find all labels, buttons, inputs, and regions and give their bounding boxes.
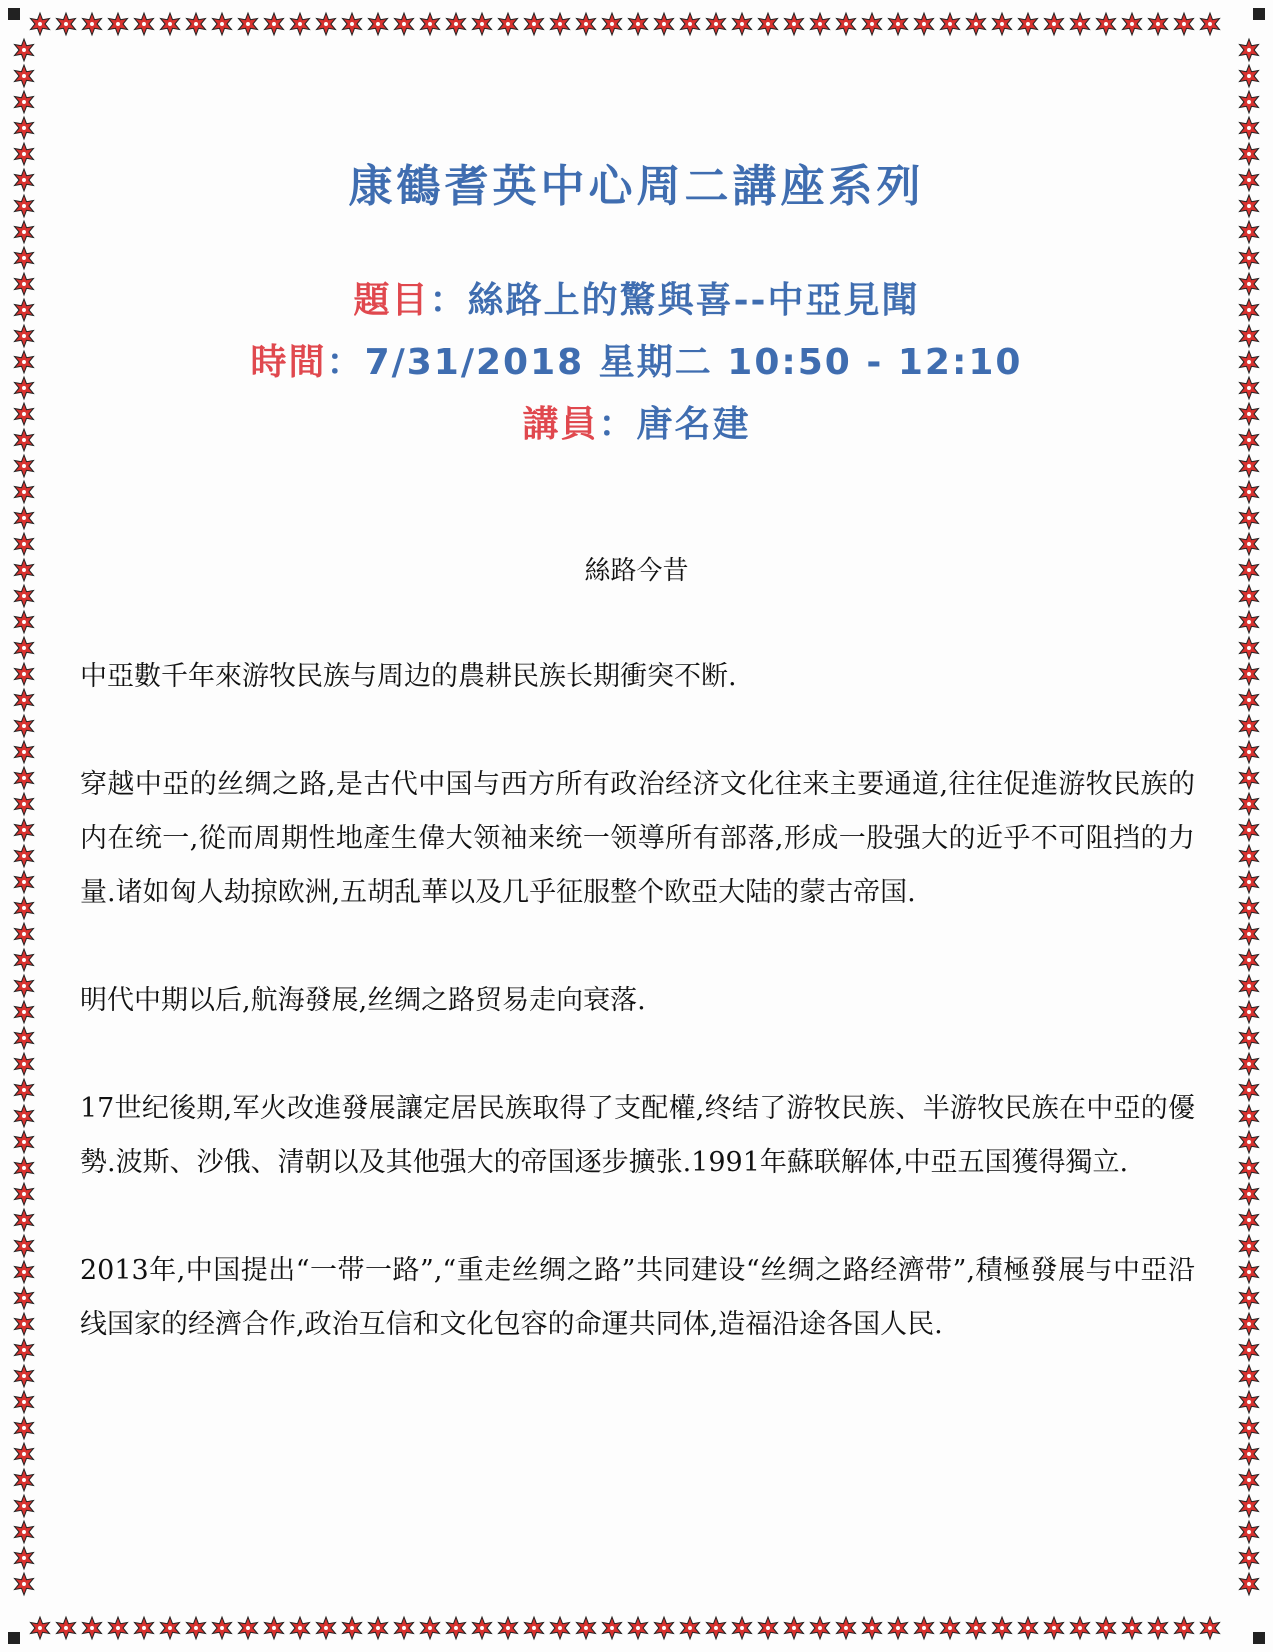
star-flower-icon: [1240, 1261, 1259, 1283]
speaker-label: 講員: [522, 403, 599, 445]
star-flower-icon: [135, 13, 154, 35]
paragraph-5: 2013年,中国提出“一带一路”,“重走丝绸之路”共同建设“丝绸之路经濟带”,積極發展与中亞沿线国家的经濟合作,政治互信和文化包容的命運共同体,造福沿途各国人民.: [80, 1255, 1195, 1340]
star-flower-icon: [369, 13, 388, 35]
star-flower-icon: [15, 117, 34, 139]
star-flower-icon: [15, 1079, 34, 1101]
star-flower-icon: [1175, 13, 1194, 35]
star-flower-icon: [1240, 871, 1259, 893]
star-flower-icon: [15, 767, 34, 789]
star-flower-icon: [629, 1617, 648, 1639]
star-flower-icon: [15, 715, 34, 737]
star-flower-icon: [15, 585, 34, 607]
star-flower-icon: [1240, 923, 1259, 945]
star-flower-icon: [1240, 1079, 1259, 1101]
star-flower-icon: [395, 13, 414, 35]
star-flower-icon: [499, 1617, 518, 1639]
star-flower-icon: [15, 1131, 34, 1153]
star-flower-icon: [655, 13, 674, 35]
star-flower-icon: [15, 1313, 34, 1335]
star-flower-icon: [1240, 91, 1259, 113]
star-flower-icon: [1240, 1391, 1259, 1413]
star-flower-icon: [15, 455, 34, 477]
star-flower-icon: [1240, 1027, 1259, 1049]
star-flower-icon: [785, 1617, 804, 1639]
star-flower-icon: [1123, 13, 1142, 35]
star-flower-icon: [941, 1617, 960, 1639]
star-flower-icon: [15, 1469, 34, 1491]
star-flower-icon: [1240, 1495, 1259, 1517]
star-flower-icon: [915, 1617, 934, 1639]
star-flower-icon: [213, 1617, 232, 1639]
star-flower-icon: [15, 975, 34, 997]
star-flower-icon: [1240, 975, 1259, 997]
star-flower-icon: [1019, 1617, 1038, 1639]
star-flower-icon: [889, 1617, 908, 1639]
star-flower-icon: [1240, 1209, 1259, 1231]
star-flower-icon: [1240, 65, 1259, 87]
time-label: 時間: [250, 341, 327, 383]
star-flower-icon: [993, 13, 1012, 35]
star-flower-icon: [1071, 13, 1090, 35]
star-flower-icon: [473, 1617, 492, 1639]
star-flower-icon: [1201, 1617, 1220, 1639]
star-flower-icon: [1240, 507, 1259, 529]
star-flower-icon: [15, 1001, 34, 1023]
star-flower-icon: [15, 247, 34, 269]
star-flower-icon: [759, 13, 778, 35]
star-flower-icon: [525, 13, 544, 35]
star-flower-icon: [317, 13, 336, 35]
star-flower-icon: [1240, 455, 1259, 477]
star-flower-icon: [15, 1391, 34, 1413]
corner-ornament: [8, 8, 20, 20]
page-title: 康鶴耆英中心周二講座系列: [348, 161, 925, 212]
star-flower-icon: [1019, 13, 1038, 35]
star-flower-icon: [551, 13, 570, 35]
star-flower-icon: [15, 1053, 34, 1075]
star-flower-icon: [15, 1235, 34, 1257]
star-flower-icon: [785, 13, 804, 35]
star-flower-icon: [1240, 611, 1259, 633]
star-flower-icon: [317, 1617, 336, 1639]
star-flower-icon: [15, 663, 34, 685]
paragraph-1: 中亞數千年來游牧民族与周边的農耕民族长期衝突不断.: [80, 661, 737, 692]
star-flower-icon: [551, 1617, 570, 1639]
star-flower-icon: [811, 1617, 830, 1639]
speaker-colon: ：: [598, 403, 637, 445]
star-flower-icon: [1240, 1235, 1259, 1257]
star-flower-icon: [1240, 221, 1259, 243]
star-flower-icon: [993, 1617, 1012, 1639]
star-flower-icon: [603, 13, 622, 35]
star-flower-icon: [421, 13, 440, 35]
corner-ornament: [8, 1632, 20, 1644]
star-flower-icon: [15, 1183, 34, 1205]
star-flower-icon: [707, 13, 726, 35]
star-flower-icon: [15, 1105, 34, 1127]
star-flower-icon: [135, 1617, 154, 1639]
star-flower-icon: [447, 1617, 466, 1639]
star-flower-icon: [15, 1547, 34, 1569]
star-flower-icon: [1097, 1617, 1116, 1639]
star-flower-icon: [15, 65, 34, 87]
star-flower-icon: [109, 13, 128, 35]
article-heading: 絲路今昔: [584, 556, 689, 586]
star-flower-icon: [15, 637, 34, 659]
star-flower-icon: [83, 1617, 102, 1639]
star-flower-icon: [15, 481, 34, 503]
star-flower-icon: [31, 1617, 50, 1639]
speaker-line: [0, 396, 1273, 447]
time-value: 7/31/2018 星期二 10:50 - 12:10: [364, 342, 1023, 383]
star-flower-icon: [577, 1617, 596, 1639]
star-flower-icon: [1097, 13, 1116, 35]
time-colon: ：: [326, 341, 365, 383]
star-flower-icon: [291, 13, 310, 35]
star-flower-icon: [187, 13, 206, 35]
star-flower-icon: [1240, 1313, 1259, 1335]
star-flower-icon: [1071, 1617, 1090, 1639]
topic-colon: ：: [429, 279, 468, 321]
star-flower-icon: [1045, 1617, 1064, 1639]
star-flower-icon: [811, 13, 830, 35]
star-flower-icon: [1240, 481, 1259, 503]
star-flower-icon: [1240, 845, 1259, 867]
star-flower-icon: [499, 13, 518, 35]
star-flower-icon: [1240, 663, 1259, 685]
star-flower-icon: [15, 819, 34, 841]
star-flower-icon: [863, 1617, 882, 1639]
star-flower-icon: [343, 1617, 362, 1639]
star-flower-icon: [1240, 1183, 1259, 1205]
star-flower-icon: [1240, 1417, 1259, 1439]
star-flower-icon: [1240, 1001, 1259, 1023]
paragraph-2: 穿越中亞的丝绸之路,是古代中国与西方所有政治经济文化往来主要通道,往往促進游牧民族的内在统一,從而周期性地產生偉大领袖来统一领導所有部落,形成一股强大的近乎不可阻挡的力量.诸如匈人劫掠欧洲,五胡乱華以及几乎征服整个欧亞大陆的蒙古帝国.: [80, 769, 1195, 908]
star-flower-icon: [447, 13, 466, 35]
star-flower-icon: [239, 13, 258, 35]
star-flower-icon: [1240, 117, 1259, 139]
star-flower-icon: [1240, 1287, 1259, 1309]
star-flower-icon: [369, 1617, 388, 1639]
star-flower-icon: [15, 1027, 34, 1049]
corner-ornament: [1253, 8, 1265, 20]
topic-label: 題目: [353, 279, 430, 321]
star-flower-icon: [707, 1617, 726, 1639]
star-flower-icon: [15, 91, 34, 113]
star-flower-icon: [15, 39, 34, 61]
star-flower-icon: [1240, 1365, 1259, 1387]
star-flower-icon: [15, 871, 34, 893]
star-flower-icon: [15, 1365, 34, 1387]
star-flower-icon: [15, 897, 34, 919]
star-flower-icon: [733, 1617, 752, 1639]
star-flower-icon: [15, 689, 34, 711]
star-flower-icon: [1240, 949, 1259, 971]
star-flower-icon: [15, 1495, 34, 1517]
star-flower-icon: [161, 1617, 180, 1639]
star-flower-icon: [83, 13, 102, 35]
article-body: [80, 650, 1195, 1406]
star-flower-icon: [15, 1521, 34, 1543]
star-flower-icon: [1240, 1131, 1259, 1153]
star-flower-icon: [1240, 1521, 1259, 1543]
star-flower-icon: [1201, 13, 1220, 35]
star-flower-icon: [15, 221, 34, 243]
star-flower-icon: [15, 793, 34, 815]
star-flower-icon: [733, 13, 752, 35]
star-flower-icon: [889, 13, 908, 35]
star-flower-icon: [239, 1617, 258, 1639]
star-flower-icon: [15, 845, 34, 867]
star-flower-icon: [15, 1339, 34, 1361]
star-flower-icon: [15, 923, 34, 945]
star-flower-icon: [863, 13, 882, 35]
star-flower-icon: [1240, 819, 1259, 841]
star-flower-icon: [577, 13, 596, 35]
star-flower-icon: [1240, 897, 1259, 919]
star-flower-icon: [15, 1417, 34, 1439]
star-flower-icon: [1240, 715, 1259, 737]
star-flower-icon: [213, 13, 232, 35]
paragraph-4: 17世纪後期,军火改進發展讓定居民族取得了支配權,终结了游牧民族、半游牧民族在中亞的優勢.波斯、沙俄、清朝以及其他强大的帝国逐步擴张.1991年蘇联解体,中亞五国獲得獨立.: [80, 1093, 1195, 1178]
star-flower-icon: [473, 13, 492, 35]
star-flower-icon: [1149, 13, 1168, 35]
star-flower-icon: [1240, 741, 1259, 763]
star-flower-icon: [31, 13, 50, 35]
star-flower-icon: [15, 949, 34, 971]
star-flower-icon: [681, 1617, 700, 1639]
star-flower-icon: [1240, 793, 1259, 815]
star-flower-icon: [655, 1617, 674, 1639]
star-flower-icon: [1175, 1617, 1194, 1639]
star-flower-icon: [421, 1617, 440, 1639]
star-flower-icon: [1240, 1573, 1259, 1595]
star-flower-icon: [15, 741, 34, 763]
star-flower-icon: [265, 1617, 284, 1639]
star-flower-icon: [629, 13, 648, 35]
star-flower-icon: [681, 13, 700, 35]
star-flower-icon: [525, 1617, 544, 1639]
star-flower-icon: [1240, 1157, 1259, 1179]
star-flower-icon: [1240, 1053, 1259, 1075]
star-flower-icon: [265, 13, 284, 35]
star-flower-icon: [15, 507, 34, 529]
star-flower-icon: [1240, 767, 1259, 789]
star-flower-icon: [1240, 637, 1259, 659]
star-flower-icon: [915, 13, 934, 35]
star-flower-icon: [759, 1617, 778, 1639]
star-flower-icon: [1240, 247, 1259, 269]
star-flower-icon: [343, 13, 362, 35]
topic-line: [0, 272, 1273, 323]
paragraph-3: 明代中期以后,航海發展,丝绸之路贸易走向衰落.: [80, 985, 646, 1016]
star-flower-icon: [187, 1617, 206, 1639]
star-flower-icon: [1240, 689, 1259, 711]
star-flower-icon: [1240, 1105, 1259, 1127]
star-flower-icon: [1045, 13, 1064, 35]
star-flower-icon: [837, 1617, 856, 1639]
star-flower-icon: [603, 1617, 622, 1639]
star-flower-icon: [941, 13, 960, 35]
star-flower-icon: [1240, 1547, 1259, 1569]
star-flower-icon: [1149, 1617, 1168, 1639]
star-flower-icon: [15, 1261, 34, 1283]
time-line: [0, 334, 1273, 385]
star-flower-icon: [161, 13, 180, 35]
star-flower-icon: [967, 1617, 986, 1639]
star-flower-icon: [15, 1287, 34, 1309]
star-flower-icon: [15, 1573, 34, 1595]
star-flower-icon: [57, 13, 76, 35]
star-flower-icon: [1240, 39, 1259, 61]
star-flower-icon: [57, 1617, 76, 1639]
star-flower-icon: [967, 13, 986, 35]
star-flower-icon: [291, 1617, 310, 1639]
star-flower-icon: [1240, 1443, 1259, 1465]
speaker-value: 唐名建: [636, 403, 751, 445]
star-flower-icon: [1240, 585, 1259, 607]
star-flower-icon: [1240, 1339, 1259, 1361]
star-flower-icon: [15, 611, 34, 633]
star-flower-icon: [15, 1209, 34, 1231]
star-flower-icon: [1123, 1617, 1142, 1639]
star-flower-icon: [395, 1617, 414, 1639]
star-flower-icon: [837, 13, 856, 35]
star-flower-icon: [1240, 1469, 1259, 1491]
star-flower-icon: [15, 1157, 34, 1179]
star-flower-icon: [15, 1443, 34, 1465]
topic-value: 絲路上的驚與喜--中亞見聞: [467, 279, 920, 321]
star-flower-icon: [109, 1617, 128, 1639]
corner-ornament: [1253, 1632, 1265, 1644]
